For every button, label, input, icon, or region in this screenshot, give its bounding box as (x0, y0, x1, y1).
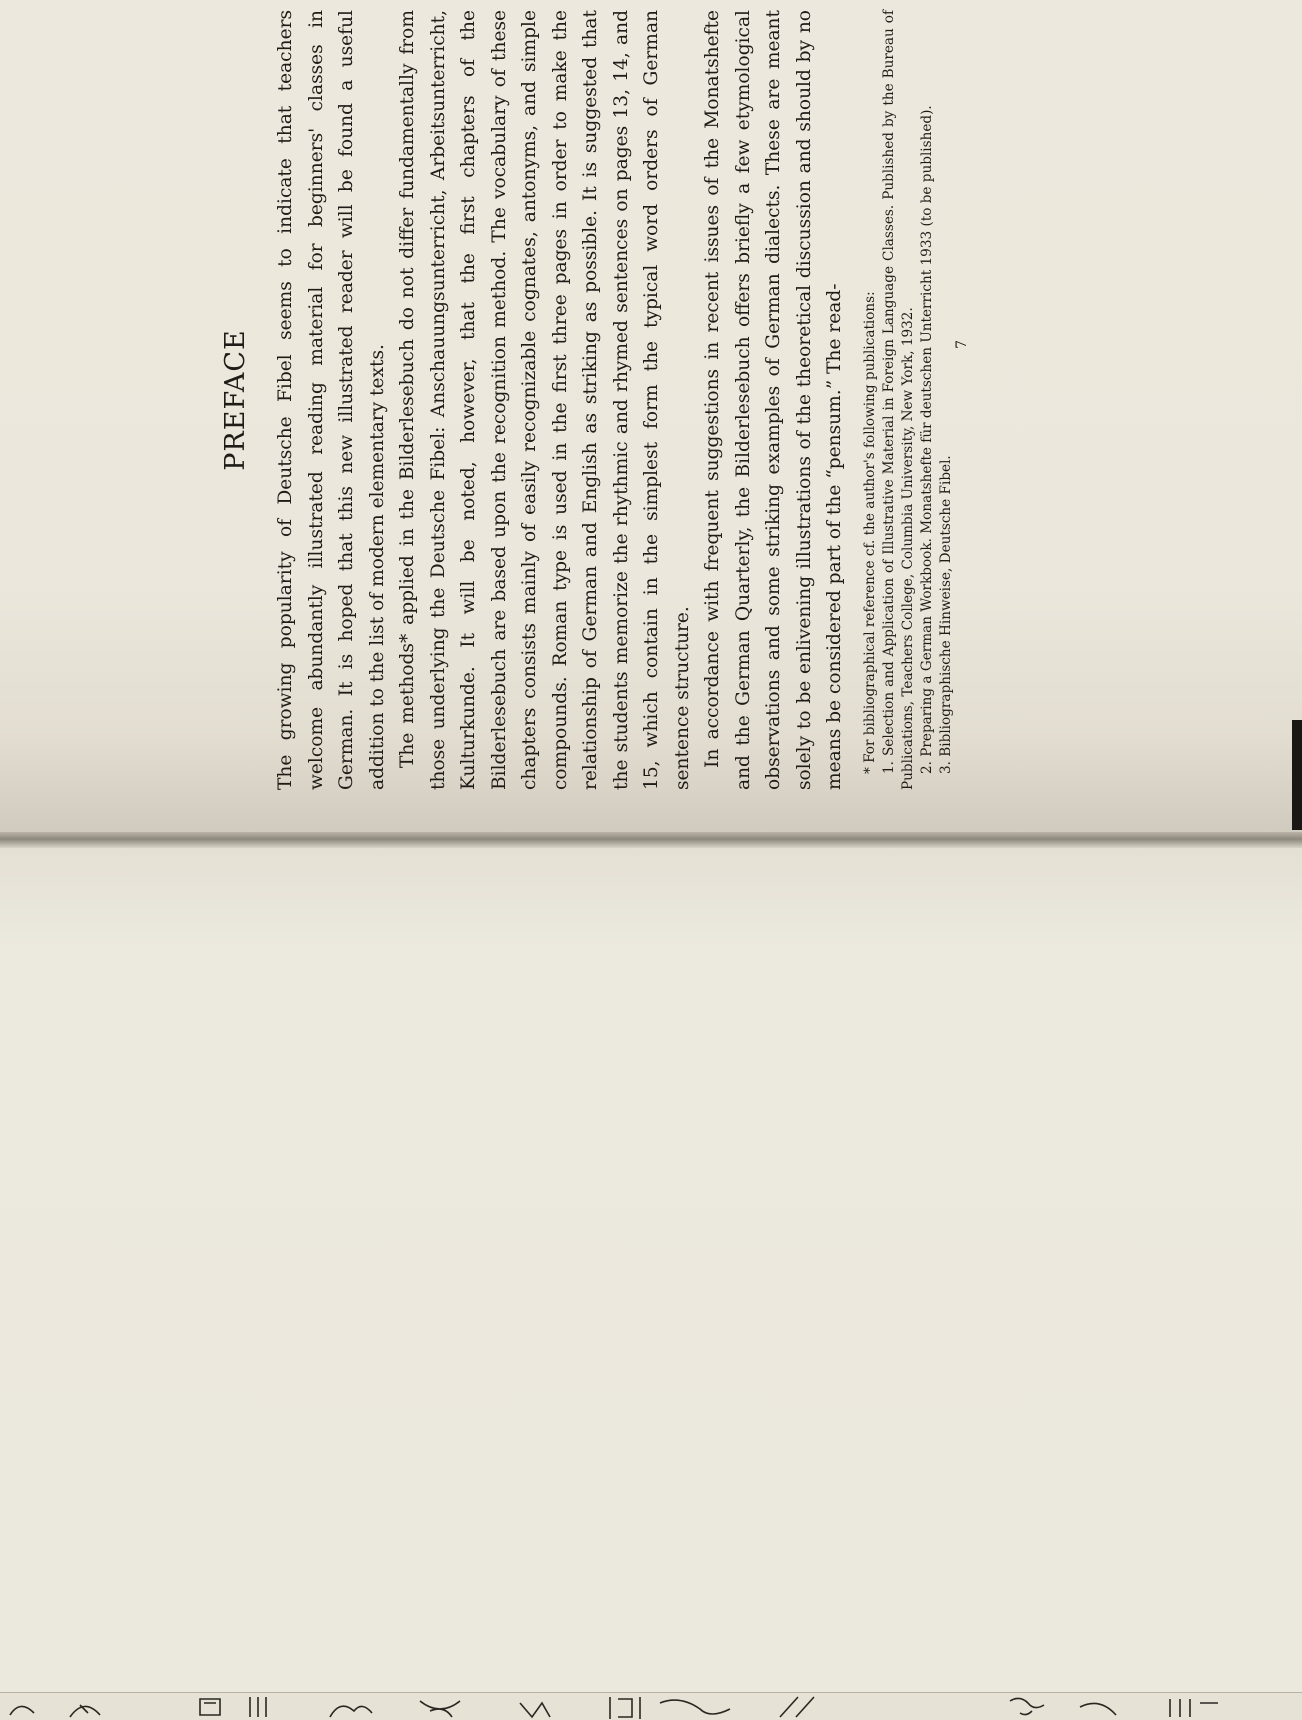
rotated-text-block (220, 10, 1100, 790)
footnote-item-1: 1. Selection and Application of Illustrative Material in Foreign Language Classes. Published by the Bureau of Publications, Teachers College, Columbia University, New York, 1932. (880, 10, 916, 790)
paragraph-2: The methods* applied in the Bilderlesebuch do not differ fundamentally from those underlying the Deutsche Fibel: Anschauungsunterricht, Arbeitsunterricht, Kulturkunde. It will be noted, however, that the first chapters of the Bilderlesebuch are based upon the recognition method. The vocabulary of these chapters consists mainly of easily recognizable cognates, antonyms, and simple compounds. Roman type is used in the first three pages in order to make the relationship of German and English as striking as possible. It is suggested that the students memorize the rhythmic and rhymed sentences on pages 13, 14, and 15, which contain in the simplest form the typical word orders of German sentence structure. (397, 10, 693, 790)
footnotes (861, 10, 956, 790)
page-number: 7 (953, 340, 970, 349)
blank-facing-page (0, 848, 1302, 1692)
paragraph-3: In accordance with frequent suggestions in recent issues of the Monatshefte and the German Quarterly, the Bilderlesebuch offers briefly a few etymological observations and some striking examples of German dialects. These are meant solely to be enlivening illustrations of the theoretical discussion and should by no means be considered part of the “pensum.” The read- (702, 10, 845, 790)
book-gutter (0, 832, 1302, 848)
paragraph-1: The growing popularity of Deutsche Fibel seems to indicate that teachers welcome abundantly illustrated reading material for beginners' classes in German. It is hoped that this new illustrated reader will be found a useful addition to the list of modern elementary texts. (275, 10, 388, 790)
footnote-item-3: 3. Bibliographische Hinweise, Deutsche Fibel. (937, 455, 954, 774)
adjacent-illustration-edge (0, 1692, 1302, 1720)
footnote-item-2: 2. Preparing a German Workbook. Monatshefte für deutschen Unterricht 1933 (to be published). (918, 105, 935, 774)
page-edge-shadow (1292, 720, 1302, 830)
footnote-intro: * For bibliographical reference cf. the author's following publications: (861, 291, 878, 774)
page-title: PREFACE (220, 329, 251, 471)
illustration-sketch-icon (0, 1693, 1302, 1720)
